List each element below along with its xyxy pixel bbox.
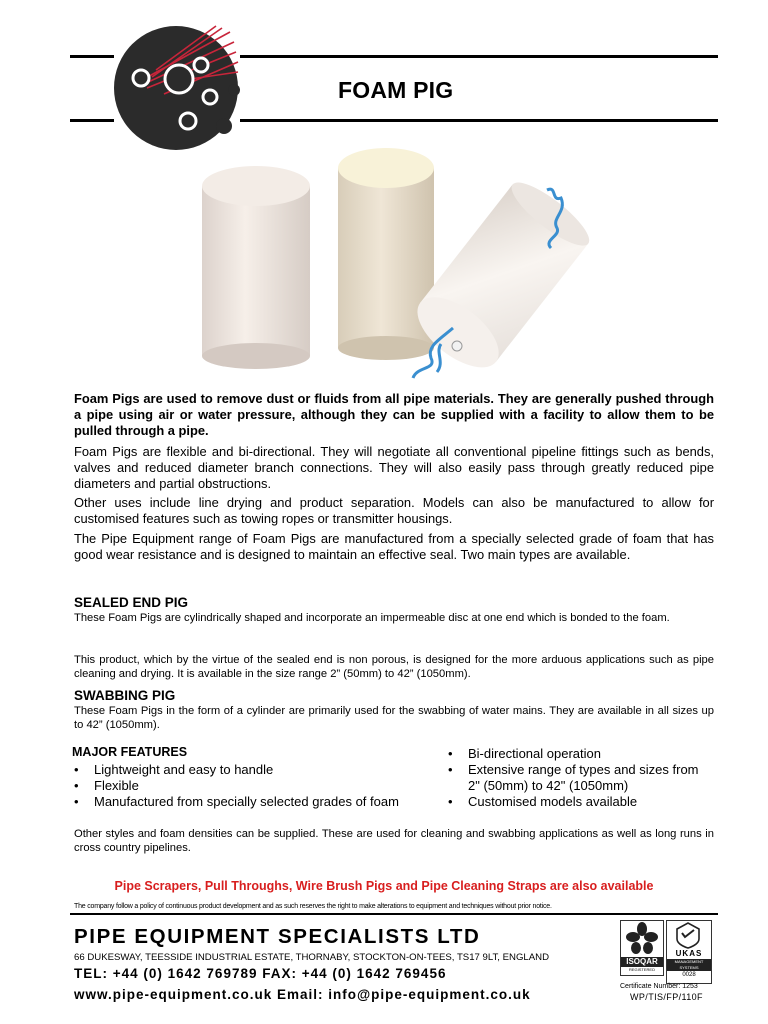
foam-pigs-photo <box>195 140 595 388</box>
sealed-end-description: These Foam Pigs are cylindrically shaped and incorporate an impermeable disc at one end which is bonded to the foam. <box>74 612 670 624</box>
sealed-end-applications: This product, which by the virtue of the sealed end is non porous, is designed for the more arduous applications such as pipe cleaning and drying. It is available in the size range 2” (50mm) to 42” (1050mm). <box>74 654 714 680</box>
list-item: • Extensive range of types and sizes from 2" (50mm) to 42" (1050mm) <box>446 762 706 794</box>
ukas-badge <box>666 920 712 984</box>
features-list-right <box>446 746 706 810</box>
ukas-number: 0028 <box>682 972 696 978</box>
header-rule-top-right <box>240 55 718 58</box>
major-features-heading: MAJOR FEATURES <box>72 745 188 759</box>
header-rule-bottom-left <box>70 119 114 122</box>
paragraph-other-uses: Other uses include line drying and product separation. Models can also be manufactured to allow for customised features such as towing ropes or transmitter housings. <box>74 495 714 526</box>
list-item: • Manufactured from specially selected grades of foam <box>72 794 442 810</box>
also-available-banner: Pipe Scrapers, Pull Throughs, Wire Brush Pigs and Pipe Cleaning Straps are also available <box>114 879 654 893</box>
company-name: PIPE EQUIPMENT SPECIALISTS LTD <box>74 925 481 948</box>
header-rule-top-left <box>70 55 114 58</box>
sealed-end-heading: SEALED END PIG <box>74 595 189 610</box>
disclaimer: The company follow a policy of continuous product development and as such reserves the right to make alterations to equipment and techniques without prior notice. <box>74 903 552 910</box>
paragraph-flexible: Foam Pigs are flexible and bi-directional. They will negotiate all conventional pipeline fittings such as bends, valves and reduced diameter branch connections. They will also easily pass through greatly reduced pipe diameters and partial obstructions. <box>74 444 714 491</box>
tel-fax: TEL: +44 (0) 1642 769789 FAX: +44 (0) 1642 769456 <box>74 966 447 981</box>
other-styles-note: Other styles and foam densities can be supplied. These are used for cleaning and swabbing applications as well as long runs in cross country pipelines. <box>74 828 714 854</box>
footer-rule <box>70 913 718 915</box>
crown-icon <box>667 921 709 949</box>
paragraph-range: The Pipe Equipment range of Foam Pigs are manufactured from a specially selected grade of foam that has good wear resistance and is designed to maintain an effective seal. Two main types are available. <box>74 531 714 562</box>
certificate-number: Certificate Number: 1253 <box>620 983 698 990</box>
header-rule-bottom-right <box>240 119 718 122</box>
list-item: • Customised models available <box>446 794 706 810</box>
ukas-label: UKAS <box>675 949 703 958</box>
isoqar-badge <box>620 920 664 976</box>
document-reference: WP/TIS/FP/110F <box>630 992 703 1002</box>
list-item: • Bi-directional operation <box>446 746 706 762</box>
company-logo <box>112 22 248 158</box>
page-title: FOAM PIG <box>338 77 454 103</box>
isoqar-label: ISOQAR <box>621 957 663 967</box>
company-address: 66 DUKESWAY, TEESSIDE INDUSTRIAL ESTATE, THORNABY, STOCKTON-ON-TEES, TS17 9LT, ENGLAND <box>74 952 550 963</box>
isoqar-sublabel: REGISTERED <box>628 967 655 972</box>
list-item: • Flexible <box>72 778 442 794</box>
ukas-sublabel: MANAGEMENT SYSTEMS <box>667 959 711 971</box>
isoqar-mark-icon <box>621 921 663 957</box>
list-item: • Lightweight and easy to handle <box>72 762 442 778</box>
swabbing-description: These Foam Pigs in the form of a cylinder are primarily used for the swabbing of water mains. They are available in all sizes up to 42” (1050mm). <box>74 705 714 731</box>
features-list-left <box>72 762 442 810</box>
swabbing-heading: SWABBING PIG <box>74 688 176 703</box>
web-email: www.pipe-equipment.co.uk Email: info@pipe-equipment.co.uk <box>74 987 531 1002</box>
intro-paragraph: Foam Pigs are used to remove dust or fluids from all pipe materials. They are generally pushed through a pipe using air or water pressure, although they can be supplied with a facility to allow them to be pulled through a pipe. <box>74 391 714 438</box>
